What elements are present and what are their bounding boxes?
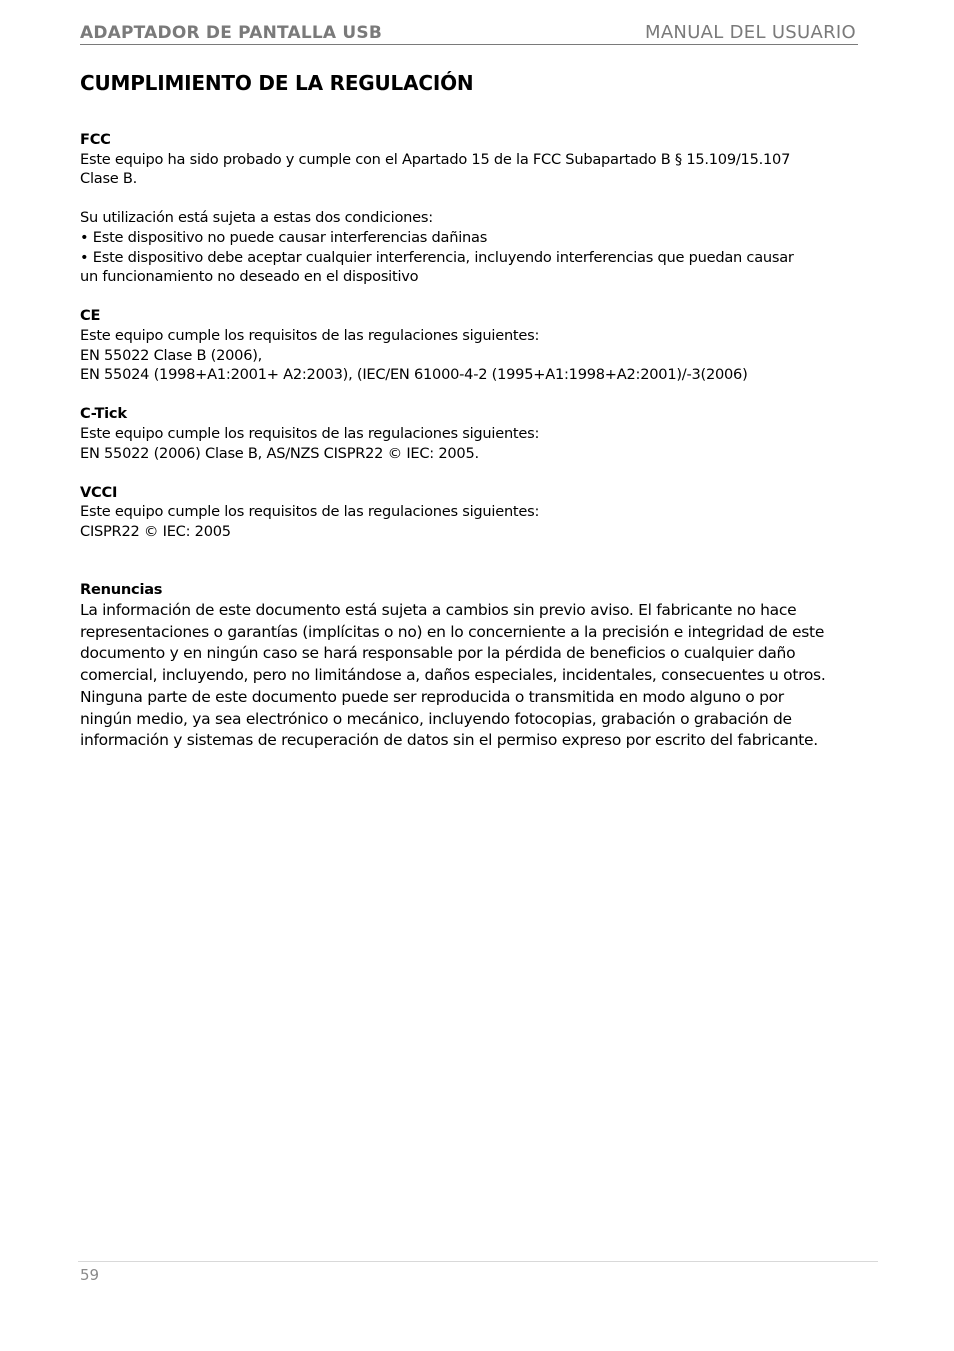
disclaimer-text-line: documento y en ningún caso se hará responsable por la pérdida de beneficios o cualquier daño (80, 644, 796, 663)
ce-text-line: EN 55024 (1998+A1:2001+ A2:2003), (IEC/EN 61000-4-2 (1995+A1:1998+A2:2001)/-3(2006) (80, 366, 748, 384)
spacer (80, 287, 880, 307)
ce-text-line: Este equipo cumple los requisitos de las regulaciones siguientes: (80, 326, 540, 344)
header-manual-title: MANUAL DEL USUARIO (644, 22, 856, 43)
disclaimer-text-line: información y sistemas de recuperación de datos sin el permiso expreso por escrito del fabricante. (80, 731, 818, 750)
fcc-conditions-intro: Su utilización está sujeta a estas dos condiciones: (80, 209, 433, 227)
disclaimer-title: Renuncias (80, 581, 163, 599)
ctick-text-line: EN 55022 (2006) Clase B, AS/NZS CISPR22 © IEC: 2005. (80, 444, 479, 462)
fcc-condition-item: • Este dispositivo debe aceptar cualquier interferencia, incluyendo interferencias que puedan causar (80, 248, 794, 266)
fcc-text-line: Clase B. (80, 170, 138, 188)
ctick-title: C-Tick (80, 405, 127, 423)
ce-section (80, 306, 880, 384)
ce-text-line: EN 55022 Clase B (2006), (80, 346, 263, 364)
page-header (80, 22, 858, 45)
ctick-text-line: Este equipo cumple los requisitos de las regulaciones siguientes: (80, 424, 540, 442)
document-body (80, 130, 880, 752)
vcci-section (80, 483, 880, 542)
disclaimer-text-line: La información de este documento está sujeta a cambios sin previo aviso. El fabricante no hace (80, 601, 797, 620)
spacer (80, 189, 880, 209)
spacer (80, 385, 880, 405)
ce-title: CE (80, 307, 101, 325)
page-number: 59 (80, 1266, 100, 1284)
vcci-text-line: Este equipo cumple los requisitos de las regulaciones siguientes: (80, 503, 540, 521)
vcci-text-line: CISPR22 © IEC: 2005 (80, 522, 231, 540)
disclaimer-section (80, 580, 880, 752)
fcc-condition-item: • Este dispositivo no puede causar interferencias dañinas (80, 228, 488, 246)
page-title: CUMPLIMIENTO DE LA REGULACIÓN (80, 71, 474, 95)
header-product-title: ADAPTADOR DE PANTALLA USB (80, 23, 382, 43)
fcc-section (80, 130, 880, 287)
disclaimer-text-line: Ninguna parte de este documento puede ser reproducida o transmitida en modo alguno o por (80, 687, 784, 706)
spacer (80, 463, 880, 483)
fcc-condition-item: un funcionamiento no deseado en el dispositivo (80, 268, 419, 286)
vcci-title: VCCI (80, 483, 118, 501)
disclaimer-text-line: representaciones o garantías (implícitas o no) en lo concerniente a la precisión e integridad de este (80, 622, 825, 641)
ctick-section (80, 404, 880, 463)
footer-divider (78, 1261, 878, 1262)
disclaimer-text-line: ningún medio, ya sea electrónico o mecánico, incluyendo fotocopias, grabación o grabación de (80, 709, 792, 728)
disclaimer-text-line: comercial, incluyendo, pero no limitándose a, daños especiales, incidentales, consecuentes u otros. (80, 666, 826, 685)
fcc-title: FCC (80, 131, 111, 148)
spacer (80, 541, 880, 580)
fcc-text-line: Este equipo ha sido probado y cumple con el Apartado 15 de la FCC Subapartado B § 15.109/15.107 (80, 150, 791, 168)
